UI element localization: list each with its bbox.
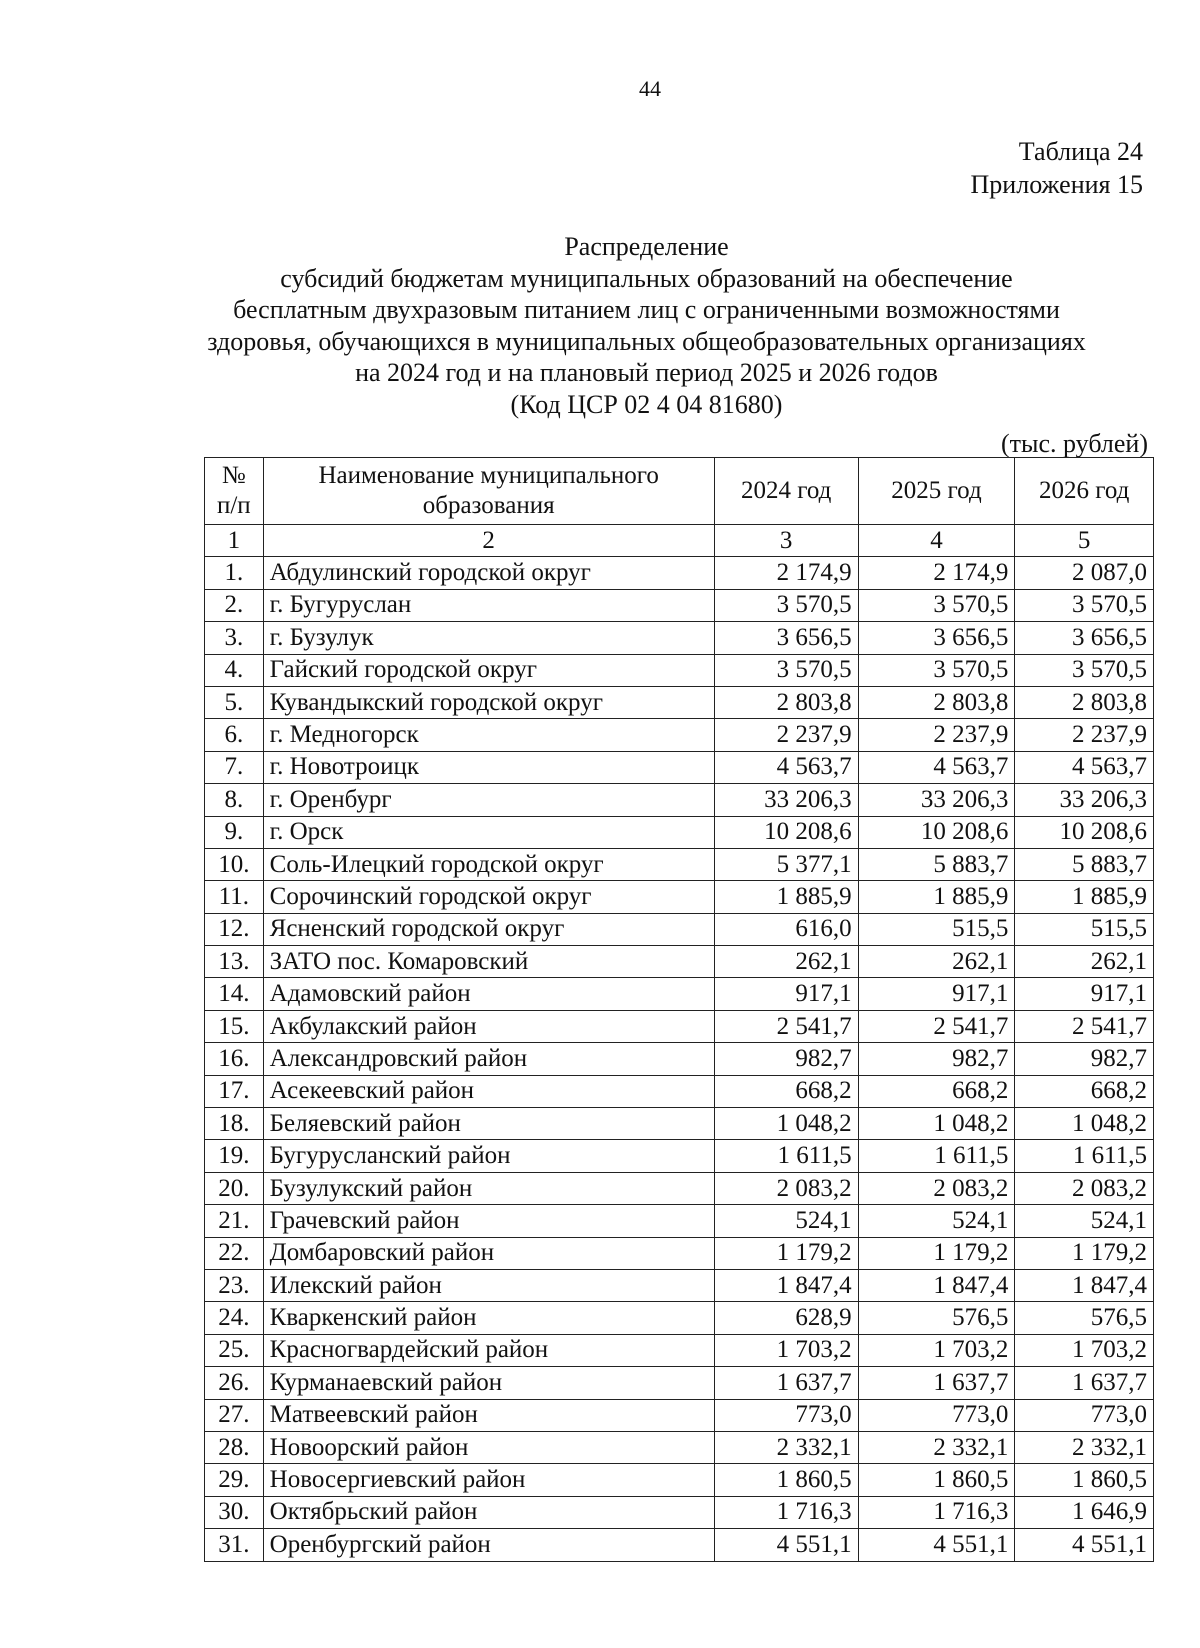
row-number: 25. (205, 1334, 264, 1366)
row-number: 24. (205, 1302, 264, 1334)
value-2026: 1 847,4 (1015, 1269, 1154, 1301)
value-2024: 628,9 (714, 1302, 858, 1334)
value-2024: 1 048,2 (714, 1108, 858, 1140)
municipality-name: Абдулинский городской округ (263, 557, 714, 589)
table-row (205, 816, 1154, 848)
table-row (205, 881, 1154, 913)
table-label: Таблица 24 (1018, 137, 1143, 166)
table-row (205, 589, 1154, 621)
municipality-name: Новоорский район (263, 1431, 714, 1463)
value-2024: 3 656,5 (714, 622, 858, 654)
value-2024: 1 611,5 (714, 1140, 858, 1172)
table-row (205, 751, 1154, 783)
municipality-name: Беляевский район (263, 1108, 714, 1140)
value-2026: 2 087,0 (1015, 557, 1154, 589)
value-2026: 1 885,9 (1015, 881, 1154, 913)
value-2025: 2 541,7 (858, 1010, 1015, 1042)
value-2024: 3 570,5 (714, 654, 858, 686)
municipality-name: г. Медногорск (263, 719, 714, 751)
municipality-name: ЗАТО пос. Комаровский (263, 946, 714, 978)
table-row (205, 1172, 1154, 1204)
table-row (205, 1302, 1154, 1334)
value-2025: 576,5 (858, 1302, 1015, 1334)
table-row (205, 1464, 1154, 1496)
municipality-name: г. Орск (263, 816, 714, 848)
value-2026: 2 237,9 (1015, 719, 1154, 751)
value-2024: 262,1 (714, 946, 858, 978)
table-row (205, 1496, 1154, 1528)
row-number: 12. (205, 913, 264, 945)
table-row (205, 784, 1154, 816)
table-row (205, 1075, 1154, 1107)
row-number: 30. (205, 1496, 264, 1528)
municipality-name: Бугурусланский район (263, 1140, 714, 1172)
value-2025: 2 237,9 (858, 719, 1015, 751)
value-2024: 917,1 (714, 978, 858, 1010)
value-2026: 3 656,5 (1015, 622, 1154, 654)
value-2025: 1 611,5 (858, 1140, 1015, 1172)
value-2024: 773,0 (714, 1399, 858, 1431)
table-row (205, 1205, 1154, 1237)
value-2025: 2 803,8 (858, 686, 1015, 718)
table-row (205, 1108, 1154, 1140)
value-2026: 1 646,9 (1015, 1496, 1154, 1528)
value-2024: 1 860,5 (714, 1464, 858, 1496)
table-row (205, 913, 1154, 945)
value-2026: 2 541,7 (1015, 1010, 1154, 1042)
value-2024: 4 551,1 (714, 1529, 858, 1561)
value-2024: 2 174,9 (714, 557, 858, 589)
value-2026: 33 206,3 (1015, 784, 1154, 816)
value-2026: 5 883,7 (1015, 848, 1154, 880)
table-row (205, 719, 1154, 751)
table-row (205, 654, 1154, 686)
title-line-2: субсидий бюджетам муниципальных образований на обеспечение (280, 263, 1013, 293)
municipality-name: г. Бугуруслан (263, 589, 714, 621)
title-line-6: (Код ЦСР 02 4 04 81680) (510, 389, 783, 419)
header-name (263, 458, 714, 525)
row-number: 10. (205, 848, 264, 880)
municipality-name: Кувандыкский городской округ (263, 686, 714, 718)
table-row (205, 1334, 1154, 1366)
row-number: 3. (205, 622, 264, 654)
row-number: 31. (205, 1529, 264, 1561)
municipality-name: г. Бузулук (263, 622, 714, 654)
value-2025: 515,5 (858, 913, 1015, 945)
title-line-5: на 2024 год и на плановый период 2025 и 2026 годов (355, 358, 938, 387)
value-2026: 1 860,5 (1015, 1464, 1154, 1496)
column-number: 3 (714, 525, 858, 557)
value-2024: 2 803,8 (714, 686, 858, 718)
municipality-name: Александровский район (263, 1043, 714, 1075)
table-row (205, 946, 1154, 978)
table-row (205, 1529, 1154, 1561)
municipality-name: Ясненский городской округ (263, 913, 714, 945)
value-2024: 1 716,3 (714, 1496, 858, 1528)
municipality-name: Сорочинский городской округ (263, 881, 714, 913)
value-2025: 917,1 (858, 978, 1015, 1010)
page-number: 44 (639, 76, 661, 101)
row-number: 29. (205, 1464, 264, 1496)
column-number: 2 (263, 525, 714, 557)
value-2024: 2 541,7 (714, 1010, 858, 1042)
table-row (205, 1043, 1154, 1075)
municipality-name: Кваркенский район (263, 1302, 714, 1334)
value-2025: 668,2 (858, 1075, 1015, 1107)
value-2026: 2 332,1 (1015, 1431, 1154, 1463)
header-2026: 2026 год (1015, 458, 1154, 525)
table-row (205, 1367, 1154, 1399)
value-2026: 1 637,7 (1015, 1367, 1154, 1399)
municipality-name: Красногвардейский район (263, 1334, 714, 1366)
row-number: 18. (205, 1108, 264, 1140)
value-2025: 1 885,9 (858, 881, 1015, 913)
row-number: 2. (205, 589, 264, 621)
value-2026: 3 570,5 (1015, 589, 1154, 621)
value-2025: 262,1 (858, 946, 1015, 978)
table-row (205, 1269, 1154, 1301)
column-numbers-row (205, 525, 1154, 557)
row-number: 27. (205, 1399, 264, 1431)
value-2025: 1 703,2 (858, 1334, 1015, 1366)
value-2025: 3 570,5 (858, 654, 1015, 686)
table-row (205, 1399, 1154, 1431)
value-2025: 773,0 (858, 1399, 1015, 1431)
row-number: 21. (205, 1205, 264, 1237)
municipality-name: Акбулакский район (263, 1010, 714, 1042)
row-number: 16. (205, 1043, 264, 1075)
municipality-name: Адамовский район (263, 978, 714, 1010)
value-2026: 3 570,5 (1015, 654, 1154, 686)
value-2025: 33 206,3 (858, 784, 1015, 816)
value-2026: 1 703,2 (1015, 1334, 1154, 1366)
row-number: 8. (205, 784, 264, 816)
row-number: 4. (205, 654, 264, 686)
value-2024: 1 703,2 (714, 1334, 858, 1366)
value-2024: 4 563,7 (714, 751, 858, 783)
value-2025: 3 570,5 (858, 589, 1015, 621)
row-number: 5. (205, 686, 264, 718)
value-2026: 4 563,7 (1015, 751, 1154, 783)
value-2025: 2 332,1 (858, 1431, 1015, 1463)
value-2025: 3 656,5 (858, 622, 1015, 654)
value-2026: 1 179,2 (1015, 1237, 1154, 1269)
value-2024: 2 332,1 (714, 1431, 858, 1463)
value-2024: 10 208,6 (714, 816, 858, 848)
column-number: 5 (1015, 525, 1154, 557)
value-2025: 1 860,5 (858, 1464, 1015, 1496)
row-number: 20. (205, 1172, 264, 1204)
municipality-name: Матвеевский район (263, 1399, 714, 1431)
value-2025: 524,1 (858, 1205, 1015, 1237)
row-number: 15. (205, 1010, 264, 1042)
municipality-name: Грачевский район (263, 1205, 714, 1237)
value-2025: 1 716,3 (858, 1496, 1015, 1528)
table-row (205, 1010, 1154, 1042)
value-2024: 668,2 (714, 1075, 858, 1107)
value-2024: 616,0 (714, 913, 858, 945)
table-row (205, 622, 1154, 654)
value-2026: 515,5 (1015, 913, 1154, 945)
row-number: 1. (205, 557, 264, 589)
table-header-row (205, 458, 1154, 525)
municipality-name: Асекеевский район (263, 1075, 714, 1107)
row-number: 23. (205, 1269, 264, 1301)
value-2024: 1 179,2 (714, 1237, 858, 1269)
table-row (205, 1237, 1154, 1269)
header-name-line2: образования (422, 492, 555, 519)
row-number: 14. (205, 978, 264, 1010)
row-number: 6. (205, 719, 264, 751)
value-2025: 2 083,2 (858, 1172, 1015, 1204)
municipality-name: Домбаровский район (263, 1237, 714, 1269)
table-row (205, 686, 1154, 718)
header-number (205, 458, 264, 525)
table-row (205, 978, 1154, 1010)
value-2026: 1 048,2 (1015, 1108, 1154, 1140)
value-2025: 2 174,9 (858, 557, 1015, 589)
title-line-4: здоровья, обучающихся в муниципальных общеобразовательных организациях (207, 326, 1086, 356)
value-2025: 1 179,2 (858, 1237, 1015, 1269)
header-number-line1: № (221, 462, 246, 489)
value-2024: 1 885,9 (714, 881, 858, 913)
row-number: 7. (205, 751, 264, 783)
value-2025: 982,7 (858, 1043, 1015, 1075)
row-number: 26. (205, 1367, 264, 1399)
municipality-name: Бузулукский район (263, 1172, 714, 1204)
value-2025: 4 563,7 (858, 751, 1015, 783)
value-2026: 668,2 (1015, 1075, 1154, 1107)
units-label: (тыс. рублей) (1000, 429, 1148, 458)
header-number-line2: п/п (216, 492, 251, 519)
table-row (205, 1140, 1154, 1172)
municipality-name: г. Новотроицк (263, 751, 714, 783)
column-number: 4 (858, 525, 1015, 557)
header-name-line1: Наименование муниципального (318, 462, 659, 489)
value-2026: 1 611,5 (1015, 1140, 1154, 1172)
municipality-name: Курманаевский район (263, 1367, 714, 1399)
value-2026: 2 803,8 (1015, 686, 1154, 718)
value-2026: 2 083,2 (1015, 1172, 1154, 1204)
header-2025: 2025 год (858, 458, 1015, 525)
value-2025: 1 048,2 (858, 1108, 1015, 1140)
value-2026: 773,0 (1015, 1399, 1154, 1431)
header-2024: 2024 год (714, 458, 858, 525)
row-number: 11. (205, 881, 264, 913)
table-reference (971, 135, 1143, 201)
row-number: 9. (205, 816, 264, 848)
municipality-name: Октябрьский район (263, 1496, 714, 1528)
title-line-1: Распределение (564, 232, 729, 261)
value-2024: 5 377,1 (714, 848, 858, 880)
value-2025: 4 551,1 (858, 1529, 1015, 1561)
value-2024: 33 206,3 (714, 784, 858, 816)
title-line-3: бесплатным двухразовым питанием лиц с ограниченными возможностями (233, 295, 1060, 324)
distribution-table (204, 457, 1154, 1562)
value-2024: 2 237,9 (714, 719, 858, 751)
document-title (195, 231, 1098, 420)
column-number: 1 (205, 525, 264, 557)
municipality-name: г. Оренбург (263, 784, 714, 816)
value-2026: 10 208,6 (1015, 816, 1154, 848)
value-2026: 982,7 (1015, 1043, 1154, 1075)
value-2024: 524,1 (714, 1205, 858, 1237)
municipality-name: Оренбургский район (263, 1529, 714, 1561)
value-2026: 4 551,1 (1015, 1529, 1154, 1561)
table-row (205, 557, 1154, 589)
municipality-name: Гайский городской округ (263, 654, 714, 686)
value-2025: 1 847,4 (858, 1269, 1015, 1301)
value-2026: 576,5 (1015, 1302, 1154, 1334)
value-2025: 1 637,7 (858, 1367, 1015, 1399)
value-2024: 982,7 (714, 1043, 858, 1075)
value-2026: 262,1 (1015, 946, 1154, 978)
municipality-name: Илекский район (263, 1269, 714, 1301)
appendix-label: Приложения 15 (970, 170, 1143, 199)
value-2024: 3 570,5 (714, 589, 858, 621)
value-2024: 1 637,7 (714, 1367, 858, 1399)
value-2025: 10 208,6 (858, 816, 1015, 848)
value-2025: 5 883,7 (858, 848, 1015, 880)
row-number: 13. (205, 946, 264, 978)
value-2024: 1 847,4 (714, 1269, 858, 1301)
row-number: 19. (205, 1140, 264, 1172)
value-2024: 2 083,2 (714, 1172, 858, 1204)
table-row (205, 1431, 1154, 1463)
value-2026: 917,1 (1015, 978, 1154, 1010)
row-number: 28. (205, 1431, 264, 1463)
row-number: 22. (205, 1237, 264, 1269)
row-number: 17. (205, 1075, 264, 1107)
table-row (205, 848, 1154, 880)
municipality-name: Новосергиевский район (263, 1464, 714, 1496)
municipality-name: Соль-Илецкий городской округ (263, 848, 714, 880)
value-2026: 524,1 (1015, 1205, 1154, 1237)
